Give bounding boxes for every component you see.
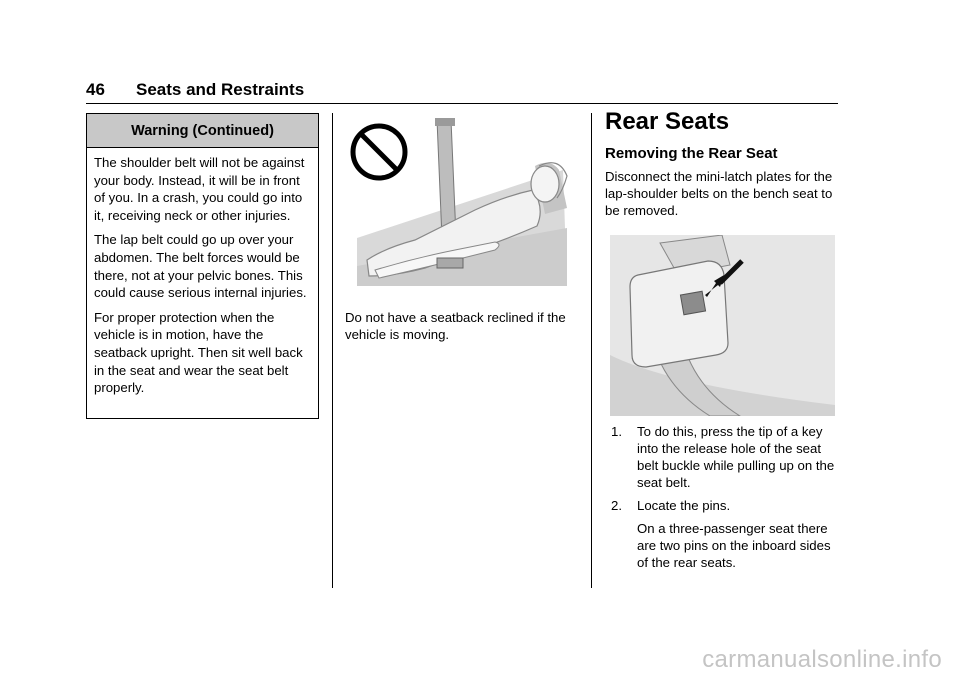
illustration-caption: Do not have a seatback reclined if the vehicle is moving. bbox=[345, 310, 566, 342]
seat-belt-latch-illustration bbox=[610, 235, 835, 416]
warning-body bbox=[87, 148, 318, 397]
warning-paragraph: The lap belt could go up over your abdomen. The belt forces would be there, not at your pelvic bones. This could cause serious internal injuries. bbox=[94, 232, 307, 301]
column-divider-left bbox=[332, 113, 333, 588]
column-divider-right bbox=[591, 113, 592, 588]
step-number: 2. bbox=[611, 498, 622, 513]
intro-paragraph: Disconnect the mini-latch plates for the lap-shoulder belts on the bench seat to be removed. bbox=[605, 169, 833, 218]
warning-title: Warning (Continued) bbox=[87, 114, 318, 148]
list-item bbox=[605, 423, 837, 491]
steps-list bbox=[605, 423, 837, 577]
step-subtext: On a three-passenger seat there are two pins on the inboard sides of the rear seats. bbox=[637, 521, 831, 570]
warning-box bbox=[86, 113, 319, 419]
step-number: 1. bbox=[611, 424, 622, 439]
subsection-title: Removing the Rear Seat bbox=[605, 145, 778, 162]
page-header bbox=[86, 80, 304, 100]
list-item bbox=[605, 497, 837, 571]
page-number: 46 bbox=[86, 80, 105, 99]
step-text: Locate the pins. bbox=[637, 498, 731, 513]
step-text: To do this, press the tip of a key into the release hole of the seat belt buckle while pulling up on the seat belt. bbox=[637, 424, 835, 490]
section-title: Rear Seats bbox=[605, 108, 730, 135]
warning-paragraph: For proper protection when the vehicle is in motion, have the seatback upright. Then sit well back in the seat and wear the seat belt properly. bbox=[94, 309, 303, 396]
section-name: Seats and Restraints bbox=[136, 80, 305, 99]
reclined-seat-illustration bbox=[345, 118, 570, 290]
watermark: carmanualsonline.info bbox=[702, 646, 942, 673]
warning-paragraph: The shoulder belt will not be against your body. Instead, it will be in front of you. In a crash, you could go into it, receiving neck or other injuries. bbox=[94, 155, 305, 223]
header-rule bbox=[86, 103, 838, 104]
